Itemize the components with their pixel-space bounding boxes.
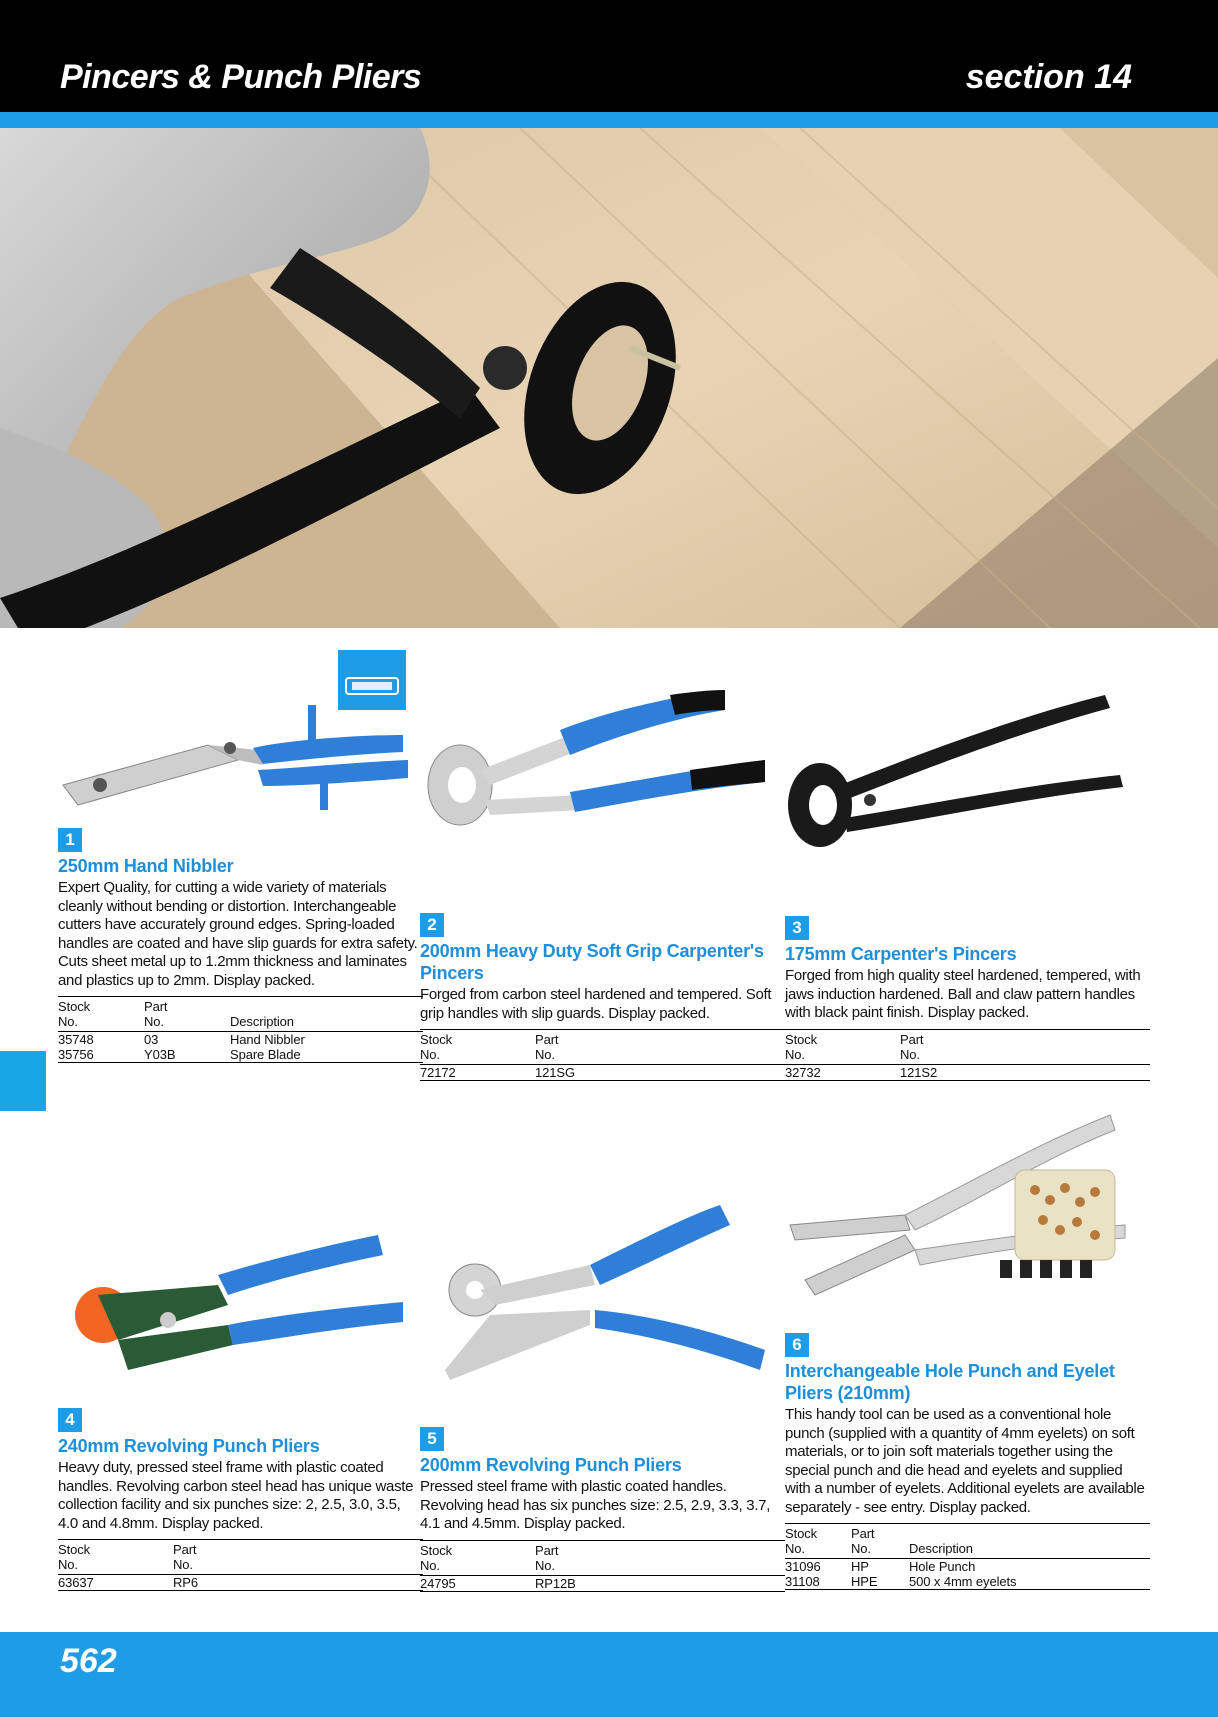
spec-table <box>420 1029 785 1081</box>
product-description: Heavy duty, pressed steel frame with plastic coated handles. Revolving carbon steel head has unique waste collection facility and six punches size: 2, 2.5, 3.0, 3.5, 4.0 and 4.8mm. Display packed. <box>58 1459 414 1532</box>
page-number: 562 <box>60 1642 117 1680</box>
product-5 <box>420 1427 785 1592</box>
product-number-badge: 3 <box>785 916 809 940</box>
spec-table <box>785 1523 1150 1590</box>
product-title: 175mm Carpenter's Pincers <box>785 944 1017 964</box>
hero-photo <box>0 128 1218 628</box>
col-stock-no: Stock No. <box>58 997 144 1032</box>
hand-nibbler-image <box>58 690 408 810</box>
col-part-no: Part No. <box>535 1030 785 1065</box>
page-footer <box>0 1632 1218 1717</box>
product-1 <box>58 828 423 1063</box>
col-stock-no: Stock No. <box>785 1524 851 1559</box>
revolving-punch-pliers-240-image <box>58 1230 408 1380</box>
product-number-badge: 6 <box>785 1333 809 1357</box>
section-tab-marker <box>0 1051 46 1111</box>
product-description: Forged from high quality steel hardened, tempered, with jaws induction hardened. Ball and claw pattern handles with black paint finish. Display packed. <box>785 967 1141 1021</box>
product-3 <box>785 916 1150 1081</box>
col-stock-no: Stock No. <box>785 1029 900 1064</box>
product-4 <box>58 1408 423 1591</box>
product-description: Pressed steel frame with plastic coated handles. Revolving head has six punches size: 2.5, 2.9, 3.3, 3.7, 4.1 and 4.5mm. Display packed. <box>420 1478 771 1532</box>
soft-grip-pincers-image <box>420 690 770 840</box>
product-description: Forged from carbon steel hardened and tempered. Soft grip handles with slip guards. Display packed. <box>420 986 772 1022</box>
hole-punch-eyelet-pliers-image <box>785 1110 1135 1310</box>
col-part-no: Part No. <box>173 1540 423 1575</box>
col-stock-no: Stock No. <box>420 1540 535 1575</box>
col-part-no: Part No. <box>144 997 230 1032</box>
col-part-no: Part No. <box>900 1029 1150 1064</box>
col-description: Description <box>909 1524 1150 1559</box>
col-part-no: Part No. <box>535 1540 785 1575</box>
page-header <box>0 0 1218 112</box>
table-row: 63637 RP6 <box>58 1575 423 1591</box>
header-stripe <box>0 112 1218 128</box>
col-part-no: Part No. <box>851 1524 909 1559</box>
product-description: This handy tool can be used as a conventional hole punch (supplied with a quantity of 4mm eyelets) on soft materials, or to join soft materials together using the special punch and die head and eyelets and supplied with a number of eyelets. Additional eyelets are available separately - see entry. Display packed. <box>785 1406 1145 1516</box>
pincers-on-wood-illustration <box>0 128 1218 628</box>
col-stock-no: Stock No. <box>420 1030 535 1065</box>
product-number-badge: 2 <box>420 913 444 937</box>
revolving-punch-pliers-200-image <box>420 1200 770 1390</box>
table-row: 31096 HP Hole Punch <box>785 1559 976 1574</box>
carpenters-pincers-image <box>785 690 1135 870</box>
page-title: Pincers & Punch Pliers <box>60 58 422 96</box>
section-label: section 14 <box>965 58 1132 96</box>
spec-table <box>785 1029 1150 1081</box>
product-title: Interchangeable Hole Punch and Eyelet Pliers (210mm) <box>785 1361 1115 1403</box>
spec-table <box>58 996 423 1063</box>
product-6 <box>785 1333 1150 1590</box>
product-title: 250mm Hand Nibbler <box>58 856 234 876</box>
product-2 <box>420 913 785 1081</box>
product-title: 200mm Heavy Duty Soft Grip Carpenter's Pincers <box>420 941 764 983</box>
product-title: 240mm Revolving Punch Pliers <box>58 1436 320 1456</box>
spec-table <box>420 1540 785 1592</box>
product-description: Expert Quality, for cutting a wide variety of materials cleanly without bending or distortion. Interchangeable cutters have accurately ground edges. Spring-loaded handles are coated and have slip guards for extra safety. Cuts sheet metal up to 1.2mm thickness and laminates and plastics up to 2mm. Display packed. <box>58 879 418 989</box>
col-description: Description <box>230 997 423 1032</box>
table-row: 31108 HPE 500 x 4mm eyelets <box>785 1574 1150 1590</box>
table-row: 32732 121S2 <box>785 1064 1150 1080</box>
table-row: 35748 03 Hand Nibbler <box>58 1032 305 1047</box>
col-stock-no: Stock No. <box>58 1540 173 1575</box>
table-row: 72172 121SG <box>420 1065 785 1081</box>
spec-table <box>58 1539 423 1591</box>
table-row: 24795 RP12B <box>420 1575 785 1591</box>
product-number-badge: 4 <box>58 1408 82 1432</box>
product-number-badge: 1 <box>58 828 82 852</box>
product-number-badge: 5 <box>420 1427 444 1451</box>
product-title: 200mm Revolving Punch Pliers <box>420 1455 682 1475</box>
table-row: 35756 Y03B Spare Blade <box>58 1047 423 1063</box>
